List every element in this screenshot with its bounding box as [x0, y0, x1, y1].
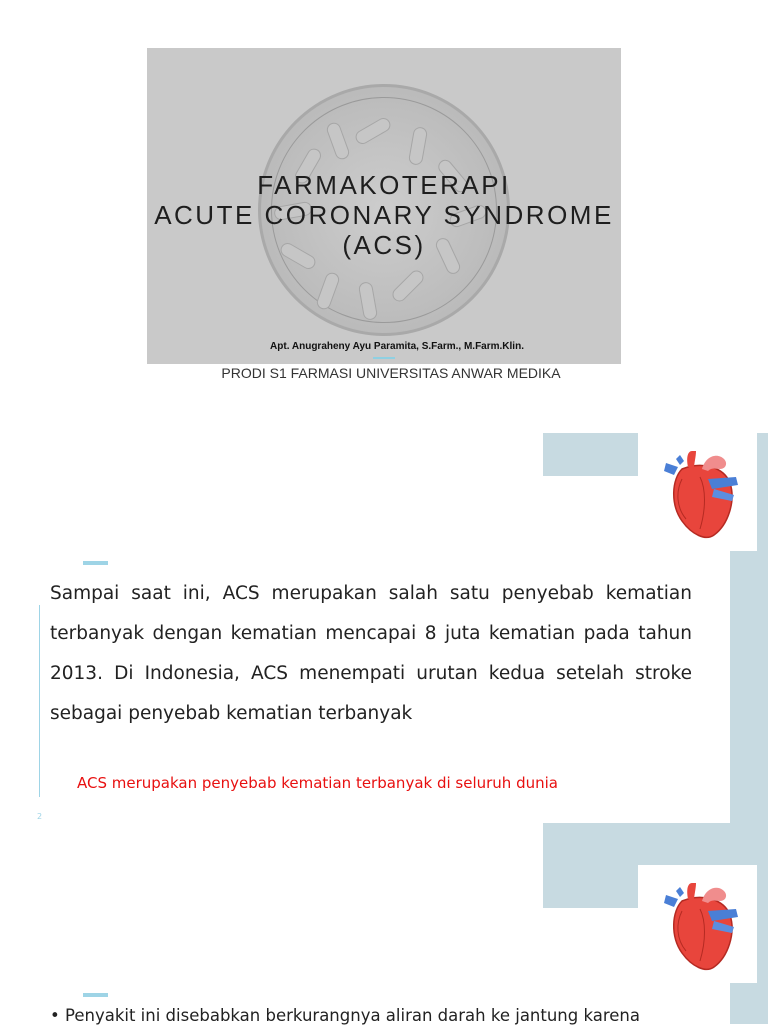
- author-underline: [373, 357, 395, 359]
- decor-block: [757, 433, 768, 551]
- slide-accent-bar: [83, 993, 108, 997]
- title-slide: [0, 0, 768, 420]
- heart-icon: [662, 449, 742, 541]
- highlight-text: ACS merupakan penyebab kematian terbanyak di seluruh dunia: [77, 774, 558, 792]
- title-line-1: FARMAKOTERAPI: [257, 170, 511, 200]
- institution-label: PRODI S1 FARMASI UNIVERSITAS ANWAR MEDIKA: [221, 365, 561, 381]
- decor-block: [543, 865, 638, 908]
- decor-block: [730, 983, 768, 1024]
- heart-icon: [662, 881, 742, 973]
- slide-side-line: [39, 605, 40, 797]
- slide-title: [0, 170, 768, 260]
- decor-block: [543, 823, 768, 865]
- decor-block: [757, 865, 768, 983]
- decor-block: [543, 433, 638, 476]
- title-line-2: ACUTE CORONARY SYNDROME: [154, 200, 614, 230]
- decor-block: [730, 551, 768, 823]
- slide-accent-bar: [83, 561, 108, 565]
- author-name: Apt. Anugraheny Ayu Paramita, S.Farm., M.Farm.Klin.: [270, 341, 524, 352]
- bullet-item: • Penyakit ini disebabkan berkurangnya aliran darah ke jantung karena: [50, 1006, 641, 1025]
- page-number: 2: [37, 812, 43, 821]
- body-paragraph: Sampai saat ini, ACS merupakan salah satu penyebab kematian terbanyak dengan kematian mencapai 8 juta kematian pada tahun 2013. Di Indonesia, ACS menempati urutan kedua setelah stroke sebagai penyebab kematian terbanyak: [50, 583, 692, 724]
- title-line-3: (ACS): [342, 230, 426, 260]
